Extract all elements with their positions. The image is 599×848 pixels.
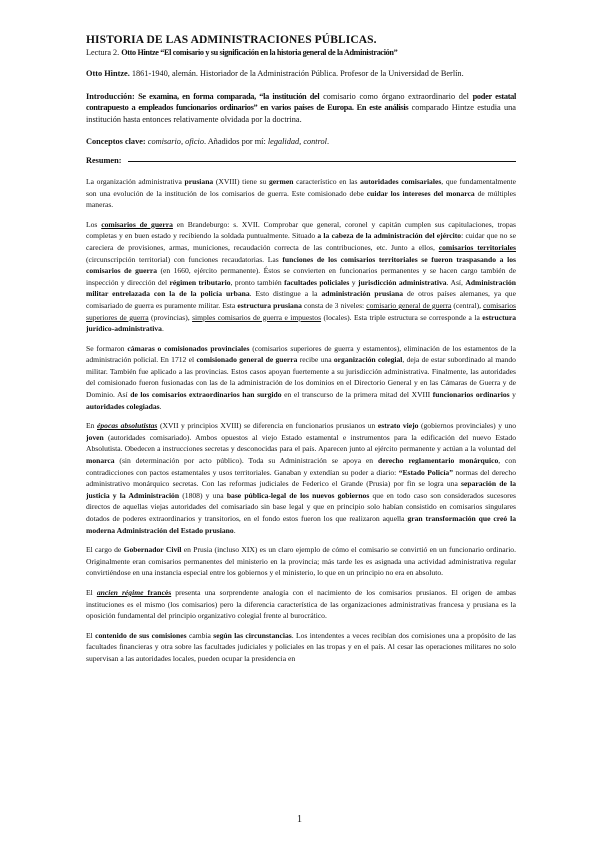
paragraph-1 (86, 176, 516, 211)
text-run: y (349, 277, 359, 287)
text-run: presenta una sorprendente analogía con el nacimiento de los comisarios prusianos. El origen de ambas instituciones es el mismo (los comisarios) pero la diferencia característica de las organizaciones administrativas francesa y prusiana es la oposición fundamental del principio organizativo colegial frente al burocrático. (86, 587, 516, 621)
intro-part1: Se examina, en forma comparada, “la institución del (134, 91, 320, 101)
text-run: . Así, (446, 277, 466, 287)
text-bold-italic-underline: ancien régime (96, 587, 144, 597)
text-run: (en 1660, ejército permanente). Éstos se convierten en funcionarios permanentes y se hacen cargo también de inspección y dirección del (86, 266, 516, 287)
text-underline: comisario general de guerra (366, 300, 452, 310)
text-run: recibe una (297, 355, 334, 365)
key-concepts-items: comisario, oficio (145, 137, 204, 147)
intro-part2: comisario como órgano extraordinario del (319, 91, 469, 101)
text-run: . (159, 401, 162, 411)
text-bold: separación de la justicia y la Administración (86, 479, 517, 500)
text-run: La organización administrativa (86, 176, 185, 186)
text-bold: administración prusiana (321, 289, 404, 299)
resumen-rule (128, 161, 517, 162)
text-run: de múltiples maneras. (86, 188, 516, 210)
text-underline: simples comisarios de guerra e impuestos (192, 312, 322, 322)
text-bold: jurisdicción administrativa (358, 277, 447, 287)
key-concepts-added-prefix: . Añadidos por mí: (204, 137, 268, 147)
author-name: Otto Hintze. (86, 69, 130, 78)
text-run: (locales). Esta triple estructura se corresponde a la (321, 312, 483, 322)
text-bold: contenido de sus comisiones (95, 630, 187, 640)
text-run: : cuidar que no se careciera de provisiones, armas, municiones, recaudación correcta de las contribuciones, etc. Junto a ellos, (86, 231, 516, 252)
text-bold: monarca (86, 456, 115, 466)
text-bold: estructura prusiana (237, 300, 302, 310)
resumen-label: Resumen: (86, 155, 122, 165)
text-bold: funciones de los comisarios territoriales se fueron traspasando a los comisarios de guerra (86, 254, 516, 276)
text-bold: estructura jurídico-administrativa (86, 312, 516, 334)
text-bold: de los comisarios extraordinarios han surgido (130, 390, 282, 400)
text-bold: cámaras o comisionados provinciales (127, 343, 250, 353)
text-run: , con contradicciones con pactos estamentales y usos territoriales. Ganaban y extendían su poder a diario: (86, 456, 517, 477)
text-run: que en todo caso son considerados sucesores directos de aquellas viejas autoridades del comisariado sin base legal y que en principio solo habían consistido en comisarios singulares dotados de poderes extraordinarios y transitorios, en el fondo estos fueron los que realizaron aquella (86, 490, 516, 523)
text-bold: comisionado general de guerra (196, 355, 298, 365)
author-paragraph (86, 68, 516, 80)
text-bold: “Estado Policía” (398, 467, 454, 477)
key-concepts-added-items: legalidad, control (267, 137, 327, 147)
text-run: (circunscripción territorial) con funciones recaudatorias. Las (86, 254, 283, 264)
paragraph-4 (86, 420, 516, 536)
document-title: HISTORIA DE LAS ADMINISTRACIONES PÚBLICAS. (86, 34, 377, 46)
text-run: (1808) y una (179, 490, 227, 500)
lecture-line (86, 47, 516, 58)
text-run: (provincias), (148, 312, 193, 322)
text-run: El (86, 630, 96, 640)
intro-part4: comparado Hintze estudia una institución hasta entonces relativamente olvidada por la doctrina. (86, 103, 516, 124)
key-concepts-label: Conceptos clave: (86, 137, 146, 147)
text-run: . Esto distingue a la (249, 289, 322, 299)
text-bold: autoridades comisariales (360, 176, 442, 186)
text-bold-underline: francés (143, 587, 172, 597)
text-run: característico en las (293, 176, 361, 186)
text-run: en Brandeburgo: s. XVII. Comprobar que general, coronel y capitán cumplen sus capitulaciones, tropas completas y en buen estado y recibiendo la soldada puntualmente. Situado (86, 219, 517, 241)
text-run: (XVIII) tiene su (213, 176, 269, 186)
intro-paragraph (86, 91, 516, 126)
text-run: cambia (186, 630, 214, 640)
document-body (86, 34, 516, 665)
text-bold-italic-underline: épocas absolutistas (97, 421, 158, 431)
text-bold: régimen tributario (169, 277, 231, 287)
text-bold: joven (86, 432, 104, 442)
text-run: . (233, 525, 236, 535)
text-bold: derecho reglamentario monárquico (377, 456, 499, 466)
text-run: de otros países alemanes, ya que comisariado de guerra es puramente militar. Esta (86, 289, 516, 310)
text-bold: funcionarios ordinarios (432, 390, 510, 400)
text-bold: base pública-legal de los nuevos gobiernos (226, 490, 370, 500)
text-bold: a la cabeza de la administración del ejército (317, 231, 462, 241)
text-run: Los (86, 219, 102, 229)
text-bold: germen (268, 176, 294, 186)
text-bold: organización colegial (333, 355, 403, 365)
text-run: (central), (451, 300, 484, 310)
text-run: (sin determinación por acto público). Toda su Administración se apoya en (114, 456, 378, 466)
paragraph-2 (86, 219, 516, 335)
text-bold: facultades policiales (284, 277, 350, 287)
text-bold: prusiana (184, 176, 214, 186)
text-bold: gran transformación que creó la moderna Administración del Estado prusiano (86, 514, 516, 535)
text-run: en Prusia (incluso XIX) es un claro ejemplo de cómo el comisario se convirtió en un funcionario ordinario. Originalmente eran comisarios permanentes del ministerio en la provincia; más tarde les es asignada una actividad administrativa regular convirtiéndose en una instancia especial entre los gobiernos y el ministerio, lo que en un principio no era en absoluto. (86, 545, 517, 578)
paragraph-3 (86, 343, 516, 413)
text-run: , deja de estar subordinado al mando militar. También fue aplicado a las provincias. Estos casos apoyan fuertemente a su jurisdicción administrativa. Finalmente, las autoridades del comisionado fueron fusionadas con las de la administración de los dominios en el Directorio General y en las Cámaras de Guerra y de Dominio. Así (86, 355, 516, 400)
key-concepts-end: . (327, 137, 330, 147)
text-run: El (86, 587, 97, 597)
text-run: (comisarios superiores de guerra y estamentos), eliminación de los estamentos de la administración policial. En 1712 el (86, 343, 516, 365)
author-bio: 1861-1940, alemán. Historiador de la Administración Pública. Profesor de la Universidad de Berlín. (129, 69, 464, 78)
paragraph-7 (86, 630, 516, 665)
text-run: (XVII y principios XVIII) se diferencia en funcionarios prusianos un (157, 421, 378, 431)
text-run: . (161, 324, 164, 334)
text-run: consta de 3 niveles: (301, 300, 367, 310)
intro-part3: poder estatal contrapuesto a empleados funcionarios ordinarios” en varios países de Europa. En este análisis (86, 91, 517, 113)
text-run: El cargo de (86, 545, 124, 555)
lecture-prefix: Lectura 2. (86, 48, 122, 57)
text-run: , que fundamentalmente son una evolución de la institución de los comisarios de guerra. Este comisionado debe (86, 176, 516, 198)
text-run: (autoridades comisariado). Ambos opuestos al viejo Estado estamental e instrumentos para la edificación del nuevo Estado Absolutista. Obedecen a instrucciones secretas y desconocidas para el país. Aparecen junto al ejército permanente y actúan a la voluntad del (86, 432, 516, 454)
text-bold: autoridades colegiadas (86, 401, 160, 411)
lecture-title: Otto Hintze “El comisario y su significación en la historia general de la Administración” (121, 48, 398, 57)
text-run: Se formaron (86, 343, 128, 353)
text-bold-underline: comisarios territoriales (438, 242, 516, 252)
text-run: , pronto también (230, 277, 285, 287)
text-bold: Administración militar entrelazada con la de la policía urbana (86, 277, 516, 299)
text-run: . Los intendentes a veces recibían dos comisiones una a propósito de las facultades financieras y otra sobre las facultades judiciales y policiales en las tropas y en el país. Al cesar las operaciones militares no solo supervisan a las autoridades locales, pueden ocupar la presidencia en (86, 630, 516, 663)
text-underline: comisarios superiores de guerra (86, 300, 516, 322)
paragraph-5 (86, 544, 516, 579)
text-run: en el transcurso de la primera mitad del XVIII (281, 390, 433, 400)
text-run: normas del derecho administrativo monárquico secretas. Con las reformas judiciales de Federico el Grande (Prusia) por fin se logra una (86, 467, 517, 489)
text-run: y (509, 390, 516, 400)
key-concepts-paragraph (86, 136, 516, 148)
resumen-heading (86, 156, 516, 165)
text-run: (gobiernos provinciales) y uno (418, 421, 516, 431)
text-bold: estrato viejo (377, 421, 419, 431)
intro-label: Introducción: (86, 91, 135, 101)
paragraph-6 (86, 587, 516, 622)
text-run: En (86, 421, 97, 431)
text-bold: según las circunstancias (213, 630, 292, 640)
page-number: 1 (297, 814, 302, 825)
text-bold-underline: comisarios de guerra (101, 219, 173, 229)
text-bold: Gobernador Civil (123, 545, 182, 555)
text-bold: cuidar los intereses del monarca (366, 188, 475, 198)
